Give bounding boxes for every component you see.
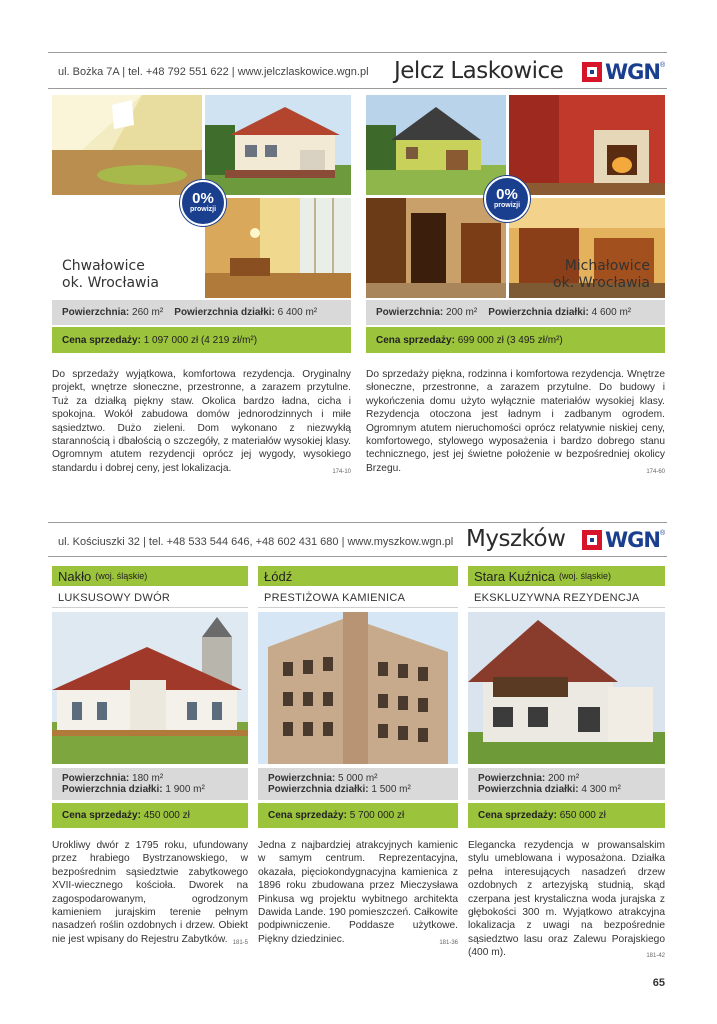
zero-commission-badge: 0% prowizji — [484, 176, 530, 222]
listing-ref: 174-10 — [332, 468, 351, 475]
listing-type: LUKSUSOWY DWÓR — [52, 588, 248, 608]
listing-city-bar: Łódź — [258, 566, 458, 586]
listing-ref: 181-42 — [646, 953, 665, 960]
photo-house-michalowice — [366, 95, 506, 195]
listing-description: Do sprzedaży piękna, rodzinna i komfortowa rezydencja. Wnętrze słoneczne, przestronne, a zarazem przytulne. Do budowy i wykończenia domu użyto wyłącznie materiałów wysokiej klasy. Rezydencja otoczona jest ładnym i zadbanym ogrodem. Ogromnym atutem nieruchomości oprócz relatywnie niskiej ceny, komfortowego, stylowego wyposażenia i bardzo dobrego stanu technicznego, jest jej świetne położenie w bezpośredniej okolicy Brzegu. 174-60 — [366, 368, 665, 479]
photo-hallway — [366, 198, 506, 298]
listing-type: PRESTIŻOWA KAMIENICA — [258, 588, 458, 608]
price-bar: Cena sprzedaży: 699 000 zł (3 495 zł/m²) — [366, 327, 665, 353]
office-contact: ul. Kościuszki 32 | tel. +48 533 544 646, +48 602 431 680 | www.myszkow.wgn.pl — [58, 536, 454, 548]
bottom-rule — [48, 522, 667, 523]
listing-city-bar: Stara Kuźnica (woj. śląskie) — [468, 566, 665, 586]
photo-fireplace-room — [509, 95, 665, 195]
price-bar: Cena sprzedaży: 450 000 zł — [52, 803, 248, 828]
photo-house-chwalowice — [205, 95, 351, 195]
area-bar: Powierzchnia: 180 m² Powierzchnia działki: 1 900 m² — [52, 768, 248, 800]
listing-ref: 174-60 — [646, 468, 665, 475]
listing-description: Do sprzedaży wyjątkowa, komfortowa rezydencja. Oryginalny projekt, wnętrze słoneczne, przestronne, a zarazem przytulne. Tuż za działką piękny staw. Okolica bardzo ładna, cicha i spokojna. Wokół zabudowa domów jednorodzinnych i miłe sąsiedztwo. Dużo zieleni. Dom wykonano z niezwykłą starannością i dbałością o szczegóły, z materiałów wysokiej klasy. Ogromnym atutem rezydencji oprócz jej wygody, wysokiego standardu i dobrej ceny, jest lokalizacja. 174-10 — [52, 368, 351, 479]
office-city: Myszków — [466, 526, 566, 552]
top-rule-2 — [48, 88, 667, 89]
office-city: Jelcz Laskowice — [394, 58, 564, 84]
listing-description: Jedna z najbardziej atrakcyjnych kamienic w samym centrum. Reprezentacyjna, okazała, pięciokondygnacyjna kamienica z 1896 roku zbudowana przez Mieczysława Pinkusa wg projektu wybitnego architekta Dawida Lande. 190 pomieszczeń. Całkowite podpiwniczenie. Poddasze użytkowe. Piękny dziedziniec. 181-36 — [258, 839, 458, 950]
page-number: 65 — [652, 977, 665, 989]
listing-description: Elegancka rezydencja w prowansalskim stylu umeblowana i wyposażona. Działka pełna interesujących nasadzeń drzew ozdobnych z artezyjską studnią, skąd czerpana jest krystaliczna woda jurajska z głębokości 300 m. Wyjątkowo atrakcyjna lokalizacja z uwagi na bezpośrednie sąsiedztwo lasu oraz Zalewu Porajskiego (400 m). 181-42 — [468, 839, 665, 964]
listing-description: Urokliwy dwór z 1795 roku, ufundowany przez hrabiego Bystrzanowskiego, w bezpośrednim sąsiedztwie zabytkowego XVII-wiecznego kościoła. Dworek na zagospodarowanym, ogrodzonym kamieniem jurajskim terenie pełnym nasadzeń roślin ozdobnych i drzew. Obiekt nie jest wpisany do Rejestru Zabytków. 181-5 — [52, 839, 248, 950]
area-bar: Powierzchnia: 260 m² Powierzchnia działki: 6 400 m² — [52, 300, 351, 325]
photo-residence-stara-kuznica — [468, 612, 665, 764]
wgn-logo[interactable]: WGN ® — [582, 60, 665, 84]
price-bar: Cena sprzedaży: 650 000 zł — [468, 803, 665, 828]
zero-commission-badge: 0% prowizji — [180, 180, 226, 226]
area-bar: Powierzchnia: 200 m² Powierzchnia działki: 4 600 m² — [366, 300, 665, 325]
wgn-logo[interactable]: WGN ® — [582, 528, 665, 552]
wgn-logo-icon — [582, 530, 602, 550]
photo-attic-room — [52, 95, 202, 195]
bottom-rule-2 — [48, 556, 667, 557]
listing-type: EKSKLUZYWNA REZYDENCJA — [468, 588, 665, 608]
photo-tenement-lodz — [258, 612, 458, 764]
area-bar: Powierzchnia: 200 m² Powierzchnia działki: 4 300 m² — [468, 768, 665, 800]
wgn-logo-icon — [582, 62, 602, 82]
photo-living-room — [205, 198, 351, 298]
listing-title: Chwałowice ok. Wrocławia — [62, 258, 159, 291]
area-bar: Powierzchnia: 5 000 m² Powierzchnia działki: 1 500 m² — [258, 768, 458, 800]
listing-ref: 181-5 — [232, 939, 248, 946]
listing-ref: 181-36 — [439, 939, 458, 946]
price-bar: Cena sprzedaży: 5 700 000 zł — [258, 803, 458, 828]
listing-title: Michałowice ok. Wrocławia — [553, 258, 650, 291]
top-rule — [48, 52, 667, 53]
listing-city-bar: Nakło (woj. śląskie) — [52, 566, 248, 586]
office-contact: ul. Bożka 7A | tel. +48 792 551 622 | www.jelczlaskowice.wgn.pl — [58, 66, 369, 78]
photo-manor-naklo — [52, 612, 248, 764]
price-bar: Cena sprzedaży: 1 097 000 zł (4 219 zł/m²) — [52, 327, 351, 353]
